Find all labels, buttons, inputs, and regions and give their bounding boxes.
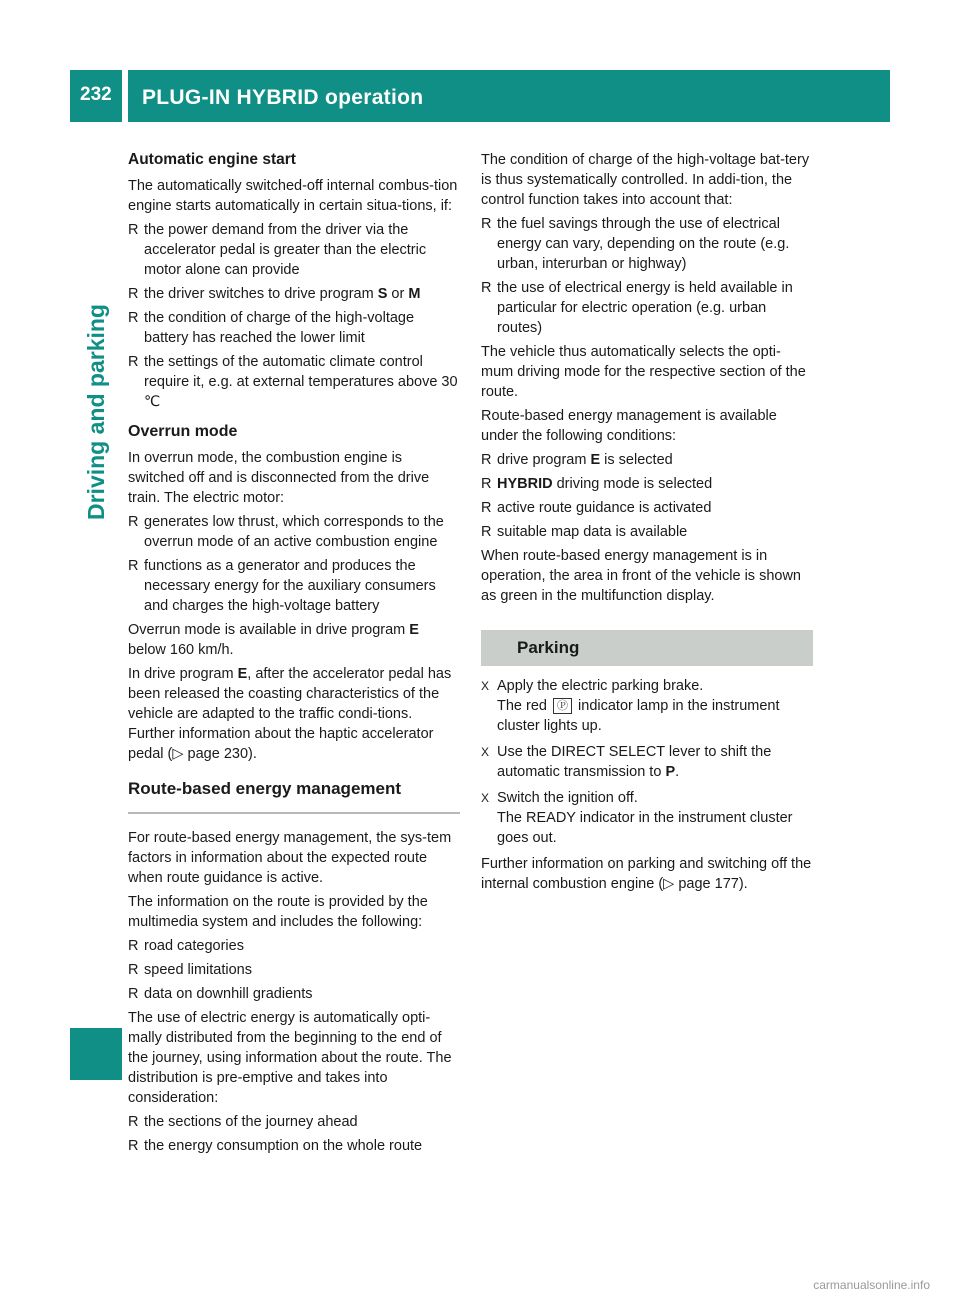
bullet-icon: R (128, 222, 139, 238)
parking-steps (481, 676, 813, 848)
bullet-icon: R (128, 962, 139, 978)
list-item: R the settings of the automatic climate control require it, e.g. at external temperatures above 30 ℃ (128, 354, 458, 410)
page-ref-link[interactable]: page 230). (183, 746, 257, 762)
list-item: R HYBRID driving mode is selected (481, 476, 713, 492)
list-item: R suitable map data is available (481, 524, 688, 540)
page-ref-link[interactable]: page 177). (674, 876, 748, 892)
bullet-icon: R (128, 1114, 139, 1130)
step-arrow-icon: X (481, 679, 490, 693)
header-bar (128, 70, 890, 122)
list-item: R the energy consumption on the whole route (128, 1138, 423, 1154)
heading-overrun-mode: Overrun mode (128, 423, 238, 440)
route-p1: For route-based energy management, the sys-tem factors in information about the expected route when route guidance is active. (128, 830, 452, 886)
parking-further-info: Further information on parking and switching off the internal combustion engine (▷ page 177). (481, 856, 812, 892)
step-item: X Apply the electric parking brake. The red Ⓟ indicator lamp in the instrument cluster lights up. (481, 678, 780, 734)
bullet-icon: R (481, 452, 492, 468)
side-tab-bottom-block (70, 1028, 122, 1080)
right-p4: When route-based energy management is in operation, the area in front of the vehicle is shown as green in the multifunction display. (481, 548, 801, 604)
list-item: R the fuel savings through the use of electrical energy can vary, depending on the route (e.g. urban, interurban or highway) (481, 216, 790, 272)
auto-start-intro: The automatically switched-off internal combus-tion engine starts automatically in certain situa-tions, if: (128, 178, 458, 214)
page-number: 232 (80, 84, 112, 105)
bullet-icon: R (481, 524, 492, 540)
route-consider-list (128, 1112, 460, 1156)
route-info-list (128, 936, 460, 1004)
page-ref-arrow-icon: ▷ (663, 876, 675, 892)
list-item: R the sections of the journey ahead (128, 1114, 358, 1130)
overrun-list (128, 512, 460, 616)
list-item: R generates low thrust, which corresponds to the overrun mode of an active combustion engine (128, 514, 444, 550)
bullet-icon: R (128, 986, 139, 1002)
bullet-icon: R (128, 286, 139, 302)
bullet-icon: R (481, 500, 492, 516)
list-item: R the driver switches to drive program S or M (128, 286, 421, 302)
step-item: X Use the DIRECT SELECT lever to shift the automatic transmission to P. (481, 744, 772, 780)
conditions-list (481, 450, 813, 542)
heading-parking: Parking (481, 630, 813, 666)
right-p1: The condition of charge of the high-voltage bat-tery is thus systematically controlled. In addi-tion, the control function takes into account that: (481, 152, 810, 208)
bullet-icon: R (128, 514, 139, 530)
step-item: X Switch the ignition off. The READY indicator in the instrument cluster goes out. (481, 790, 793, 846)
list-item: R speed limitations (128, 962, 252, 978)
park-brake-icon: Ⓟ (553, 698, 572, 714)
bullet-icon: R (128, 558, 139, 574)
left-column (128, 150, 460, 1160)
step-arrow-icon: X (481, 791, 490, 805)
right-p3: Route-based energy management is available under the following conditions: (481, 408, 777, 444)
list-item: R drive program E is selected (481, 452, 673, 468)
overrun-availability: Overrun mode is available in drive program E below 160 km/h. (128, 622, 419, 658)
chapter-side-label: Driving and parking (83, 304, 109, 520)
heading-automatic-engine-start: Automatic engine start (128, 151, 296, 168)
bullet-icon: R (481, 280, 492, 296)
bullet-icon: R (128, 1138, 139, 1154)
right-p2: The vehicle thus automatically selects the opti-mum driving mode for the respective section of the route. (481, 344, 806, 400)
overrun-intro: In overrun mode, the combustion engine is switched off and is disconnected from the drive train. The electric motor: (128, 450, 430, 506)
step-arrow-icon: X (481, 745, 490, 759)
list-item: R functions as a generator and produces the necessary energy for the auxiliary consumers and charges the high-voltage battery (128, 558, 436, 614)
page-ref-arrow-icon: ▷ (172, 746, 184, 762)
route-p2: The information on the route is provided by the multimedia system and includes the following: (128, 894, 428, 930)
list-item: R data on downhill gradients (128, 986, 313, 1002)
heading-route-based-energy: Route-based energy management (128, 778, 460, 814)
right-list-1 (481, 214, 813, 338)
bullet-icon: R (128, 310, 139, 326)
list-item: R active route guidance is activated (481, 500, 712, 516)
overrun-coasting: In drive program E, after the accelerator pedal has been released the coasting characteristics of the vehicle are adapted to the traffic condi-tions. Further information about the haptic accelerator pedal (▷ page 230). (128, 666, 452, 762)
bullet-icon: R (128, 938, 139, 954)
page-title: PLUG-IN HYBRID operation (142, 86, 424, 109)
right-column (481, 150, 813, 898)
bullet-icon: R (481, 476, 492, 492)
auto-start-list (128, 220, 460, 412)
list-item: R the power demand from the driver via the accelerator pedal is greater than the electric motor alone can provide (128, 222, 427, 278)
list-item: R road categories (128, 938, 244, 954)
watermark: carmanualsonline.info (813, 1278, 930, 1292)
route-p3: The use of electric energy is automatically opti-mally distributed from the beginning to the end of the journey, using information about the route. The distribution is pre-emptive and takes into consideration: (128, 1010, 452, 1106)
list-item: R the use of electrical energy is held available in particular for electric operation (e.g. urban routes) (481, 280, 793, 336)
bullet-icon: R (481, 216, 492, 232)
list-item: R the condition of charge of the high-voltage battery has reached the lower limit (128, 310, 415, 346)
bullet-icon: R (128, 354, 139, 370)
